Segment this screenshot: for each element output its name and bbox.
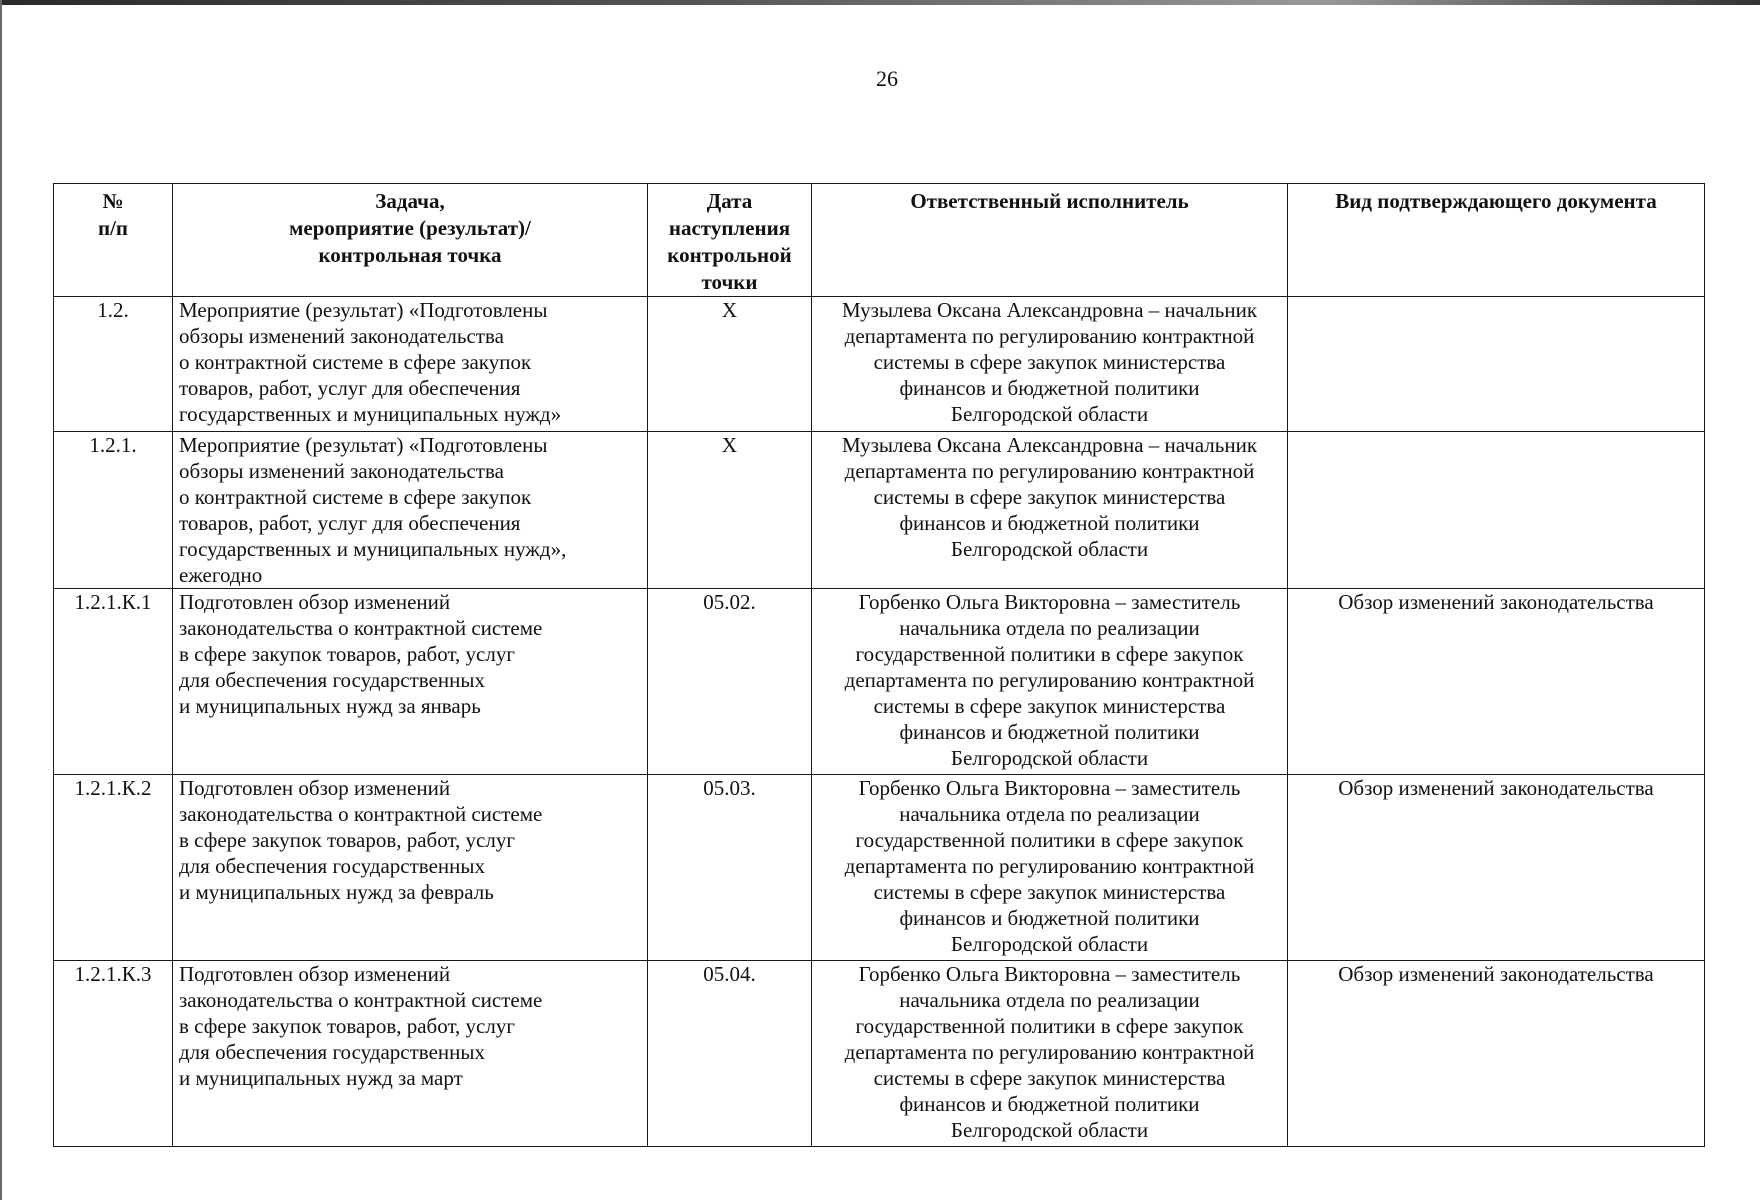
header-document-type: Вид подтверждающего документа — [1288, 184, 1705, 297]
table-row — [54, 589, 1705, 775]
scan-top-edge — [0, 0, 1760, 5]
header-number: № п/п — [54, 184, 173, 297]
row-executor: Музылева Оксана Александровна – начальник департамента по регулированию контрактной системы в сфере закупок министерства финансов и бюджетной политики Белгородской области — [812, 432, 1288, 589]
header-date: Дата наступления контрольной точки — [648, 184, 812, 297]
scan-left-edge — [0, 0, 2, 1200]
header-task: Задача, мероприятие (результат)/ контрольная точка — [173, 184, 648, 297]
row-task: Мероприятие (результат) «Подготовлены обзоры изменений законодательства о контрактной системе в сфере закупок товаров, работ, услуг для обеспечения государственных и муниципальных нужд» — [173, 297, 648, 432]
table-header-row — [54, 184, 1705, 297]
row-date: 05.04. — [648, 961, 812, 1147]
row-document: Обзор изменений законодательства — [1288, 961, 1705, 1147]
row-executor: Музылева Оксана Александровна – начальник департамента по регулированию контрактной системы в сфере закупок министерства финансов и бюджетной политики Белгородской области — [812, 297, 1288, 432]
row-number: 1.2.1.К.2 — [54, 775, 173, 961]
table-row — [54, 297, 1705, 432]
row-task: Подготовлен обзор изменений законодательства о контрактной системе в сфере закупок товаров, работ, услуг для обеспечения государственных и муниципальных нужд за январь — [173, 589, 648, 775]
row-document: Обзор изменений законодательства — [1288, 775, 1705, 961]
row-executor: Горбенко Ольга Викторовна – заместитель начальника отдела по реализации государственной политики в сфере закупок департамента по регулированию контрактной системы в сфере закупок министерства финансов и бюджетной политики Белгородской области — [812, 775, 1288, 961]
row-document — [1288, 297, 1705, 432]
row-date: 05.02. — [648, 589, 812, 775]
page-number: 26 — [876, 66, 898, 91]
table-row — [54, 961, 1705, 1147]
row-task: Подготовлен обзор изменений законодательства о контрактной системе в сфере закупок товаров, работ, услуг для обеспечения государственных и муниципальных нужд за февраль — [173, 775, 648, 961]
row-executor: Горбенко Ольга Викторовна – заместитель начальника отдела по реализации государственной политики в сфере закупок департамента по регулированию контрактной системы в сфере закупок министерства финансов и бюджетной политики Белгородской области — [812, 961, 1288, 1147]
row-executor: Горбенко Ольга Викторовна – заместитель начальника отдела по реализации государственной политики в сфере закупок департамента по регулированию контрактной системы в сфере закупок министерства финансов и бюджетной политики Белгородской области — [812, 589, 1288, 775]
row-document: Обзор изменений законодательства — [1288, 589, 1705, 775]
row-date: Х — [648, 432, 812, 589]
row-number: 1.2.1.К.1 — [54, 589, 173, 775]
row-number: 1.2.1.К.3 — [54, 961, 173, 1147]
table-row — [54, 432, 1705, 589]
table-row — [54, 775, 1705, 961]
row-number: 1.2.1. — [54, 432, 173, 589]
control-points-table — [53, 183, 1705, 1147]
row-document — [1288, 432, 1705, 589]
row-date: Х — [648, 297, 812, 432]
row-task: Мероприятие (результат) «Подготовлены обзоры изменений законодательства о контрактной системе в сфере закупок товаров, работ, услуг для обеспечения государственных и муниципальных нужд», ежегодно — [173, 432, 648, 589]
row-number: 1.2. — [54, 297, 173, 432]
row-date: 05.03. — [648, 775, 812, 961]
header-executor: Ответственный исполнитель — [812, 184, 1288, 297]
row-task: Подготовлен обзор изменений законодательства о контрактной системе в сфере закупок товаров, работ, услуг для обеспечения государственных и муниципальных нужд за март — [173, 961, 648, 1147]
